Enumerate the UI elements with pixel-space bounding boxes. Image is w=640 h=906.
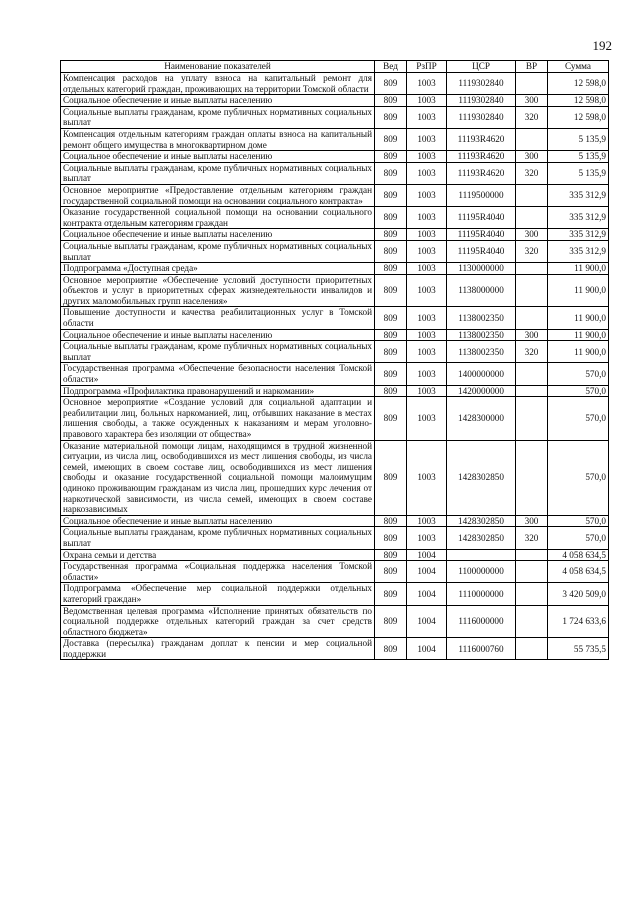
row-ved: 809 [375,207,407,229]
row-rzpr: 1003 [407,329,447,341]
row-ved: 809 [375,73,407,95]
row-ved: 809 [375,162,407,184]
row-ved: 809 [375,184,407,206]
row-name: Социальные выплаты гражданам, кроме публичных нормативных социальных выплат [61,527,375,549]
row-vr [516,274,548,307]
row-csr: 1100000000 [447,561,516,583]
table-row [61,363,609,385]
row-rzpr: 1004 [407,561,447,583]
row-csr: 1138002350 [447,307,516,329]
row-ved: 809 [375,549,407,561]
table-row [61,385,609,397]
header-vr: ВР [516,61,548,73]
row-rzpr: 1003 [407,515,447,527]
row-csr: 1130000000 [447,263,516,275]
row-vr: 300 [516,515,548,527]
row-ved: 809 [375,341,407,363]
row-rzpr: 1003 [407,240,447,262]
row-vr [516,583,548,605]
table-row [61,95,609,107]
row-csr: 11195R4040 [447,240,516,262]
row-vr: 300 [516,329,548,341]
table-row [61,207,609,229]
row-name: Социальное обеспечение и иные выплаты населению [61,329,375,341]
row-sum: 4 058 634,5 [548,561,609,583]
row-name: Социальные выплаты гражданам, кроме публичных нормативных социальных выплат [61,240,375,262]
row-sum: 335 312,9 [548,207,609,229]
budget-table [60,60,609,660]
row-vr: 320 [516,341,548,363]
row-sum: 11 900,0 [548,329,609,341]
table-row [61,263,609,275]
row-vr [516,263,548,275]
row-rzpr: 1003 [407,363,447,385]
row-csr: 11193R4620 [447,151,516,163]
row-ved: 809 [375,583,407,605]
row-sum: 335 312,9 [548,229,609,241]
row-rzpr: 1003 [407,162,447,184]
row-name: Основное мероприятие «Создание условий для социальной адаптации и реабилитации лиц, больных наркоманией, лиц, отбывших наказание в местах лишения свободы, а также осужденных к наказаниям и мерам уголовно-правового характера без изоляции от общества» [61,397,375,440]
table-row [61,583,609,605]
table-row [61,329,609,341]
row-name: Оказание государственной социальной помощи на основании социального контракта отдельным категориям граждан [61,207,375,229]
row-name: Социальное обеспечение и иные выплаты населению [61,515,375,527]
row-name: Социальные выплаты гражданам, кроме публичных нормативных социальных выплат [61,341,375,363]
row-ved: 809 [375,274,407,307]
table-row [61,162,609,184]
row-csr: 1110000000 [447,583,516,605]
row-ved: 809 [375,385,407,397]
row-csr [447,549,516,561]
row-ved: 809 [375,307,407,329]
row-vr: 300 [516,151,548,163]
row-vr [516,207,548,229]
row-vr [516,638,548,660]
table-row [61,106,609,128]
table-row [61,128,609,150]
row-rzpr: 1003 [407,385,447,397]
row-csr: 1138000000 [447,274,516,307]
row-ved: 809 [375,515,407,527]
row-csr: 1428302850 [447,515,516,527]
row-sum: 12 598,0 [548,106,609,128]
header-sum: Сумма [548,61,609,73]
row-name: Основное мероприятие «Предоставление отдельным категориям граждан государственной социальной помощи на основании социального контракта» [61,184,375,206]
row-ved: 809 [375,397,407,440]
table-row [61,561,609,583]
row-name: Ведомственная целевая программа «Исполнение принятых обязательств по социальной поддержке отдельных категорий граждан за счет средств областного бюджета» [61,605,375,638]
row-vr [516,128,548,150]
row-rzpr: 1003 [407,397,447,440]
row-rzpr: 1003 [407,263,447,275]
row-sum: 4 058 634,5 [548,549,609,561]
row-ved: 809 [375,151,407,163]
row-csr: 11195R4040 [447,207,516,229]
row-sum: 55 735,5 [548,638,609,660]
table-row [61,515,609,527]
row-rzpr: 1003 [407,95,447,107]
row-name: Социальное обеспечение и иные выплаты населению [61,229,375,241]
row-csr: 1116000760 [447,638,516,660]
row-name: Социальные выплаты гражданам, кроме публичных нормативных социальных выплат [61,162,375,184]
row-vr: 300 [516,95,548,107]
row-sum: 570,0 [548,397,609,440]
row-rzpr: 1003 [407,229,447,241]
row-name: Социальные выплаты гражданам, кроме публичных нормативных социальных выплат [61,106,375,128]
row-rzpr: 1003 [407,341,447,363]
table-header-row [61,61,609,73]
header-ved: Вед [375,61,407,73]
row-name: Подпрограмма «Профилактика правонарушений и наркомании» [61,385,375,397]
row-sum: 335 312,9 [548,240,609,262]
row-vr [516,397,548,440]
row-sum: 570,0 [548,527,609,549]
row-rzpr: 1004 [407,638,447,660]
row-csr: 1400000000 [447,363,516,385]
row-vr [516,385,548,397]
row-ved: 809 [375,95,407,107]
row-rzpr: 1003 [407,106,447,128]
row-vr: 320 [516,527,548,549]
table-row [61,605,609,638]
row-ved: 809 [375,106,407,128]
row-name: Социальное обеспечение и иные выплаты населению [61,95,375,107]
row-vr [516,73,548,95]
table-row [61,274,609,307]
row-sum: 11 900,0 [548,274,609,307]
row-sum: 570,0 [548,440,609,515]
header-csr: ЦСР [447,61,516,73]
row-rzpr: 1003 [407,274,447,307]
row-vr [516,561,548,583]
row-rzpr: 1004 [407,605,447,638]
table-row [61,527,609,549]
row-rzpr: 1003 [407,527,447,549]
row-rzpr: 1003 [407,184,447,206]
row-vr: 300 [516,229,548,241]
table-row [61,184,609,206]
row-rzpr: 1003 [407,128,447,150]
row-sum: 335 312,9 [548,184,609,206]
row-name: Государственная программа «Обеспечение безопасности населения Томской области» [61,363,375,385]
row-rzpr: 1003 [407,151,447,163]
header-rzpr: РзПР [407,61,447,73]
row-sum: 11 900,0 [548,307,609,329]
row-sum: 570,0 [548,363,609,385]
row-rzpr: 1004 [407,583,447,605]
row-vr: 320 [516,240,548,262]
table-row [61,229,609,241]
row-sum: 12 598,0 [548,73,609,95]
row-sum: 570,0 [548,515,609,527]
header-name: Наименование показателей [61,61,375,73]
row-ved: 809 [375,329,407,341]
row-vr [516,184,548,206]
table-row [61,307,609,329]
row-sum: 11 900,0 [548,263,609,275]
table-row [61,240,609,262]
row-ved: 809 [375,440,407,515]
row-csr: 1428302850 [447,527,516,549]
row-name: Доставка (пересылка) гражданам доплат к пенсии и мер социальной поддержки [61,638,375,660]
row-sum: 11 900,0 [548,341,609,363]
row-vr: 320 [516,162,548,184]
table-row [61,549,609,561]
row-csr: 11195R4040 [447,229,516,241]
row-rzpr: 1004 [407,549,447,561]
table-row [61,73,609,95]
row-vr [516,440,548,515]
row-csr: 1420000000 [447,385,516,397]
row-csr: 1119302840 [447,73,516,95]
row-name: Социальное обеспечение и иные выплаты населению [61,151,375,163]
row-ved: 809 [375,561,407,583]
row-name: Государственная программа «Социальная поддержка населения Томской области» [61,561,375,583]
row-csr: 1119302840 [447,106,516,128]
row-rzpr: 1003 [407,207,447,229]
row-csr: 11193R4620 [447,162,516,184]
row-csr: 1119302840 [447,95,516,107]
row-sum: 570,0 [548,385,609,397]
row-vr [516,605,548,638]
row-sum: 1 724 633,6 [548,605,609,638]
row-sum: 5 135,9 [548,128,609,150]
row-name: Основное мероприятие «Обеспечение условий доступности приоритетных объектов и услуг в приоритетных сферах жизнедеятельности инвалидов и других маломобильных групп населения» [61,274,375,307]
row-ved: 809 [375,638,407,660]
row-rzpr: 1003 [407,440,447,515]
row-sum: 5 135,9 [548,151,609,163]
row-name: Компенсация отдельным категориям граждан оплаты взноса на капитальный ремонт общего имущества в многоквартирном доме [61,128,375,150]
row-vr [516,549,548,561]
row-name: Повышение доступности и качества реабилитационных услуг в Томской области [61,307,375,329]
row-vr: 320 [516,106,548,128]
row-csr: 1138002350 [447,341,516,363]
row-name: Подпрограмма «Обеспечение мер социальной поддержки отдельных категорий граждан» [61,583,375,605]
row-name: Подпрограмма «Доступная среда» [61,263,375,275]
row-rzpr: 1003 [407,73,447,95]
row-ved: 809 [375,527,407,549]
row-csr: 1138002350 [447,329,516,341]
row-csr: 1119500000 [447,184,516,206]
table-row [61,638,609,660]
table-row [61,341,609,363]
row-csr: 1428302850 [447,440,516,515]
row-vr [516,307,548,329]
row-ved: 809 [375,605,407,638]
row-sum: 12 598,0 [548,95,609,107]
row-sum: 5 135,9 [548,162,609,184]
row-sum: 3 420 509,0 [548,583,609,605]
row-ved: 809 [375,229,407,241]
table-row [61,440,609,515]
row-ved: 809 [375,363,407,385]
table-row [61,151,609,163]
row-ved: 809 [375,263,407,275]
row-name: Компенсация расходов на уплату взноса на капитальный ремонт для отдельных категорий граждан, проживающих на территории Томской области [61,73,375,95]
page-number: 192 [592,38,612,53]
row-csr: 1428300000 [447,397,516,440]
row-csr: 1116000000 [447,605,516,638]
row-csr: 11193R4620 [447,128,516,150]
row-name: Охрана семьи и детства [61,549,375,561]
table-row [61,397,609,440]
row-ved: 809 [375,240,407,262]
row-ved: 809 [375,128,407,150]
row-vr [516,363,548,385]
row-name: Оказание материальной помощи лицам, находящимся в трудной жизненной ситуации, из числа лиц, освободившихся из мест лишения свободы, из числа семей, имеющих в своем составе лиц, освободившихся из мест лишения свободы и оказание государственной социальной помощи малоимущим одиноко проживающим гражданам из числа лиц, прошедших курс лечения от наркотической зависимости, из числа семей, имеющих в своем составе наркозависимых [61,440,375,515]
row-rzpr: 1003 [407,307,447,329]
